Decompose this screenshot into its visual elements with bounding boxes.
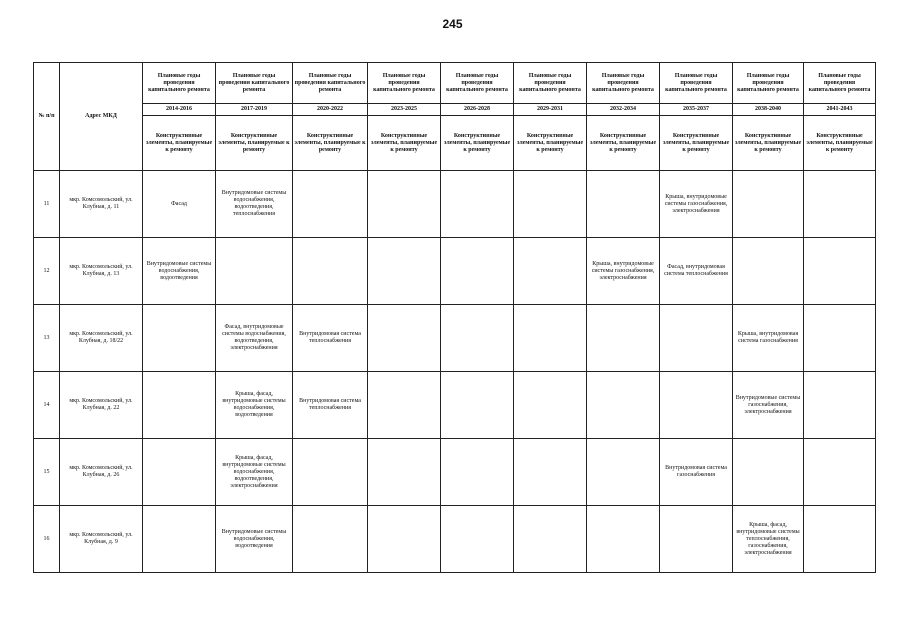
- planned-works-cell: [143, 372, 216, 439]
- planned-works-cell: [733, 238, 804, 305]
- row-number: 11: [34, 171, 60, 238]
- planned-works-cell: [514, 305, 587, 372]
- planned-works-cell: [368, 506, 441, 573]
- header-year-range: 2029-2031: [514, 104, 587, 116]
- row-number: 13: [34, 305, 60, 372]
- header-elements-label: Конструктивные элементы, планируемые к ремонту: [293, 116, 368, 171]
- planned-works-cell: [514, 238, 587, 305]
- planned-works-cell: [143, 305, 216, 372]
- table-row: [34, 506, 876, 573]
- header-year-range: 2026-2028: [441, 104, 514, 116]
- header-year-range: 2023-2025: [368, 104, 441, 116]
- table-row: [34, 238, 876, 305]
- repair-schedule-table: [33, 62, 876, 573]
- row-number: 14: [34, 372, 60, 439]
- planned-works-cell: Фасад, внутридомовые системы водоснабжения, водоотведения, электроснабжения: [216, 305, 293, 372]
- planned-works-cell: Крыша, внутридомовые системы газоснабжения, электроснабжения: [587, 238, 660, 305]
- table-row: [34, 372, 876, 439]
- planned-works-cell: [216, 238, 293, 305]
- table-row: [34, 439, 876, 506]
- planned-works-cell: [514, 439, 587, 506]
- planned-works-cell: Крыша, фасад, внутридомовые системы водоснабжения, водоотведения, электроснабжения: [216, 439, 293, 506]
- planned-works-cell: [293, 506, 368, 573]
- header-year-range: 2041-2043: [804, 104, 876, 116]
- planned-works-cell: [660, 372, 733, 439]
- page-number: 245: [442, 17, 463, 31]
- planned-works-cell: [660, 305, 733, 372]
- planned-works-cell: [143, 439, 216, 506]
- header-period-label: Плановые годы проведения капитального ремонта: [660, 63, 733, 104]
- planned-works-cell: Внутридомовые системы водоснабжения, водоотведения, теплоснабжения: [216, 171, 293, 238]
- planned-works-cell: [441, 171, 514, 238]
- planned-works-cell: [733, 439, 804, 506]
- planned-works-cell: [368, 171, 441, 238]
- header-year-range: 2035-2037: [660, 104, 733, 116]
- planned-works-cell: [293, 238, 368, 305]
- planned-works-cell: [660, 506, 733, 573]
- header-year-range: 2014-2016: [143, 104, 216, 116]
- header-period-label: Плановые годы проведения капитального ремонта: [804, 63, 876, 104]
- planned-works-cell: [587, 506, 660, 573]
- planned-works-cell: Фасад: [143, 171, 216, 238]
- row-address: мкр. Комсомольский, ул. Клубная, д. 22: [60, 372, 143, 439]
- planned-works-cell: [368, 305, 441, 372]
- planned-works-cell: [293, 439, 368, 506]
- planned-works-cell: [804, 372, 876, 439]
- planned-works-cell: [587, 372, 660, 439]
- planned-works-cell: [804, 305, 876, 372]
- header-year-range: 2038-2040: [733, 104, 804, 116]
- planned-works-cell: [587, 305, 660, 372]
- planned-works-cell: [368, 372, 441, 439]
- header-row-years: [34, 104, 876, 116]
- planned-works-cell: [514, 506, 587, 573]
- planned-works-cell: [514, 372, 587, 439]
- header-number: № п/п: [34, 63, 60, 171]
- planned-works-cell: [804, 439, 876, 506]
- planned-works-cell: [804, 171, 876, 238]
- planned-works-cell: [441, 238, 514, 305]
- planned-works-cell: [514, 171, 587, 238]
- planned-works-cell: Внутридомовая система теплоснабжения: [293, 372, 368, 439]
- planned-works-cell: Крыша, фасад, внутридомовые системы теплоснабжения, газоснабжения, электроснабжения: [733, 506, 804, 573]
- header-row-elements: [34, 116, 876, 171]
- planned-works-cell: [804, 238, 876, 305]
- planned-works-cell: [733, 171, 804, 238]
- planned-works-cell: [441, 372, 514, 439]
- header-period-label: Плановые годы проведения капитального ремонта: [587, 63, 660, 104]
- row-address: мкр. Комсомольский, ул. Клубная, д. 18/22: [60, 305, 143, 372]
- planned-works-cell: Крыша, фасад, внутридомовые системы водоснабжения, водоотведения: [216, 372, 293, 439]
- planned-works-cell: Крыша, внутридомовая система газоснабжения: [733, 305, 804, 372]
- header-address: Адрес МКД: [60, 63, 143, 171]
- header-elements-label: Конструктивные элементы, планируемые к ремонту: [514, 116, 587, 171]
- row-address: мкр. Комсомольский, ул. Клубная, д. 11: [60, 171, 143, 238]
- header-period-label: Плановые годы проведения капитального ремонта: [733, 63, 804, 104]
- planned-works-cell: [587, 171, 660, 238]
- header-elements-label: Конструктивные элементы, планируемые к ремонту: [216, 116, 293, 171]
- header-row-periods: [34, 63, 876, 104]
- table-row: [34, 171, 876, 238]
- row-number: 16: [34, 506, 60, 573]
- header-year-range: 2032-2034: [587, 104, 660, 116]
- planned-works-cell: Внутридомовые системы водоснабжения, водоотведения: [143, 238, 216, 305]
- planned-works-cell: Фасад, внутридомовая система теплоснабжения: [660, 238, 733, 305]
- planned-works-cell: Внутридомовые системы газоснабжения, электроснабжения: [733, 372, 804, 439]
- planned-works-cell: Внутридомовые системы водоснабжения, водоотведения: [216, 506, 293, 573]
- planned-works-cell: Внутридомовая система теплоснабжения: [293, 305, 368, 372]
- planned-works-cell: [368, 238, 441, 305]
- planned-works-cell: [293, 171, 368, 238]
- header-period-label: Плановые годы проведения капитального ремонта: [293, 63, 368, 104]
- planned-works-cell: [143, 506, 216, 573]
- planned-works-cell: [441, 506, 514, 573]
- table-row: [34, 305, 876, 372]
- row-address: мкр. Комсомольский, ул. Клубная, д. 26: [60, 439, 143, 506]
- planned-works-cell: [441, 439, 514, 506]
- planned-works-cell: [368, 439, 441, 506]
- header-period-label: Плановые годы проведения капитального ремонта: [441, 63, 514, 104]
- header-period-label: Плановые годы проведения капитального ремонта: [143, 63, 216, 104]
- row-address: мкр. Комсомольский, ул. Клубная, д. 13: [60, 238, 143, 305]
- row-address: мкр. Комсомольский, ул. Клубная, д. 9: [60, 506, 143, 573]
- header-year-range: 2020-2022: [293, 104, 368, 116]
- header-elements-label: Конструктивные элементы, планируемые к ремонту: [733, 116, 804, 171]
- header-elements-label: Конструктивные элементы, планируемые к ремонту: [804, 116, 876, 171]
- planned-works-cell: [587, 439, 660, 506]
- planned-works-cell: Крыша, внутридомовые системы газоснабжения, электроснабжения: [660, 171, 733, 238]
- header-elements-label: Конструктивные элементы, планируемые к ремонту: [441, 116, 514, 171]
- header-period-label: Плановые годы проведения капитального ремонта: [514, 63, 587, 104]
- header-elements-label: Конструктивные элементы, планируемые к ремонту: [587, 116, 660, 171]
- header-period-label: Плановые годы проведения капитального ремонта: [216, 63, 293, 104]
- planned-works-cell: [804, 506, 876, 573]
- header-period-label: Плановые годы проведения капитального ремонта: [368, 63, 441, 104]
- header-elements-label: Конструктивные элементы, планируемые к ремонту: [368, 116, 441, 171]
- planned-works-cell: Внутридомовая система газоснабжения: [660, 439, 733, 506]
- planned-works-cell: [441, 305, 514, 372]
- row-number: 15: [34, 439, 60, 506]
- header-year-range: 2017-2019: [216, 104, 293, 116]
- header-elements-label: Конструктивные элементы, планируемые к ремонту: [660, 116, 733, 171]
- row-number: 12: [34, 238, 60, 305]
- header-elements-label: Конструктивные элементы, планируемые к ремонту: [143, 116, 216, 171]
